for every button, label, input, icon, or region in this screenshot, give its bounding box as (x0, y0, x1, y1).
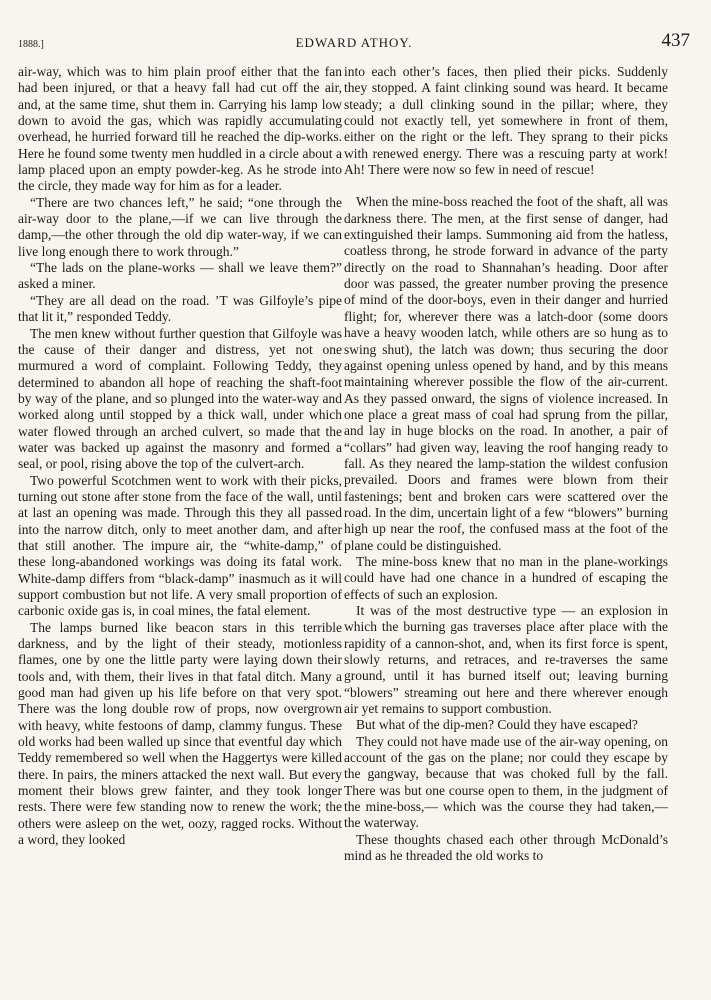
header-year: 1888.] (18, 39, 44, 50)
left-column (18, 64, 342, 849)
paragraph: into each other’s faces, then plied their picks. Suddenly they stopped. A faint clinking sound was heard. It became steady; a dull clinking sound in the pillar; where, they could not exactly tell, yet somewhere in front of them, either on the right or the left. They sprang to their picks with renewed energy. There was a rescuing party at work! Ah! There were now so few in need of rescue! (344, 64, 668, 178)
paragraph: They could not have made use of the air-way opening, on account of the gas on the plane; nor could they escape by the gangway, because that was choked full by the fall. There was but one course open to them, in the judgment of the mine-boss,— which was the course they had taken,— the waterway. (344, 733, 668, 831)
right-column (344, 64, 668, 865)
paragraph: “They are all dead on the road. ’T was Gilfoyle’s pipe that lit it,” responded Teddy. (18, 292, 342, 325)
header-title: EDWARD ATHOY. (295, 35, 413, 50)
paragraph: “There are two chances left,” he said; “one through the air-way door to the plane,—if we can live through the damp,—the other through the old dip water-way, if we can live long enough there to work through.” (18, 194, 342, 259)
paragraph: The lamps burned like beacon stars in this terrible darkness, and by the light of their steady, motionless flames, one by one the little party were laying down their tools and, with them, their lives in that fatal ditch. Many a good man had given up his life before on that very spot. There was the long double row of props, now overgrown with heavy, white festoons of damp, clammy fungus. These old works had been walled up since that eventful day which Teddy remembered so well when the Haggertys were killed there. In pairs, the miners attacked the next wall. But every moment their blows grew fainter, and they took longer rests. There were few standing now to renew the work; the others were asleep on the wet, oozy, ragged rocks. Without a word, they looked (18, 619, 342, 848)
page-number: 437 (661, 30, 690, 51)
paragraph: “The lads on the plane-works — shall we leave them?” asked a miner. (18, 260, 342, 292)
paragraph: But what of the dip-men? Could they have escaped? (356, 717, 638, 733)
running-header (18, 30, 690, 55)
paragraph: The mine-boss knew that no man in the plane-workings could have had one chance in a hundred of escaping the effects of such an explosion. (344, 553, 668, 602)
paragraph: The men knew without further question that Gilfoyle was the cause of their danger and distress, yet not one murmured a word of complaint. Following Teddy, they determined to abandon all hope of reaching the shaft-foot by way of the plane, and so plunged into the water-way and worked along until stopped by a thick wall, under which water flowed through an arched culvert, so made that the water was backed up against the masonry and formed a seal, or pool, rising above the top of the culvert-arch. (18, 325, 342, 472)
paragraph: air-way, which was to him plain proof either that the fan had been injured, or that a heavy fall had cut off the air, and, at the same time, shut them in. Carrying his lamp low down to avoid the gas, which was rapidly accumulating overhead, he hurried forward till he reached the dip-works. Here he found some twenty men huddled in a circle about a lamp placed upon an empty powder-keg. As he strode into the circle, they made way for him as for a leader. (18, 64, 342, 194)
paragraph: Two powerful Scotchmen went to work with their picks, turning out stone after stone from the face of the wall, until at last an opening was made. Through this they all passed into the narrow ditch, only to meet another dam, and after that still another. The impure air, the “white-damp,” of these long-abandoned workings was doing its fatal work. White-damp differs from “black-damp” inasmuch as it will support combustion but not life. A very small proportion of carbonic oxide gas is, in coal mines, the fatal element. (18, 472, 342, 619)
paragraph: When the mine-boss reached the foot of the shaft, all was darkness there. The men, at the first sense of danger, had extinguished their lamps. Summoning aid from the hatless, coatless throng, he strode forward in advance of the party directly on the road to Shannahan’s heading. Door after door was passed, the greater number proving the presence of mind of the door-boys, even in their danger and hurried flight; for, wherever there was a latch-door (some doors have a heavy wooden latch, while others are so hung as to swing shut), the latch was down; thus securing the door against opening unless opened by hand, and by this means maintaining wherever possible the flow of the air-current. As they passed onward, the signs of violence increased. In one place a great mass of coal had sprung from the pillar, and lay in huge blocks on the road. In another, a pair of “collars” had given way, leaving the roof hanging ready to fall. As they neared the lamp-station the wildest confusion prevailed. Doors and frames were blown from their fastenings; bent and broken cars were scattered over the road. In the dim, uncertain light of a few “blowers” burning high up near the roof, the confused mass at the foot of the plane could be distinguished. (344, 194, 668, 553)
paragraph: These thoughts chased each other through McDonald’s mind as he threaded the old works to (344, 831, 668, 864)
paragraph: It was of the most destructive type — an explosion in which the burning gas traverses place after place with the rapidity of a cannon-shot, and, when its first force is spent, slowly returns, and retraces, and re-traverses the same ground, until it has burned itself out; leaving burning “blowers” streaming out here and there wherever enough air yet remains to support combustion. (344, 603, 668, 717)
